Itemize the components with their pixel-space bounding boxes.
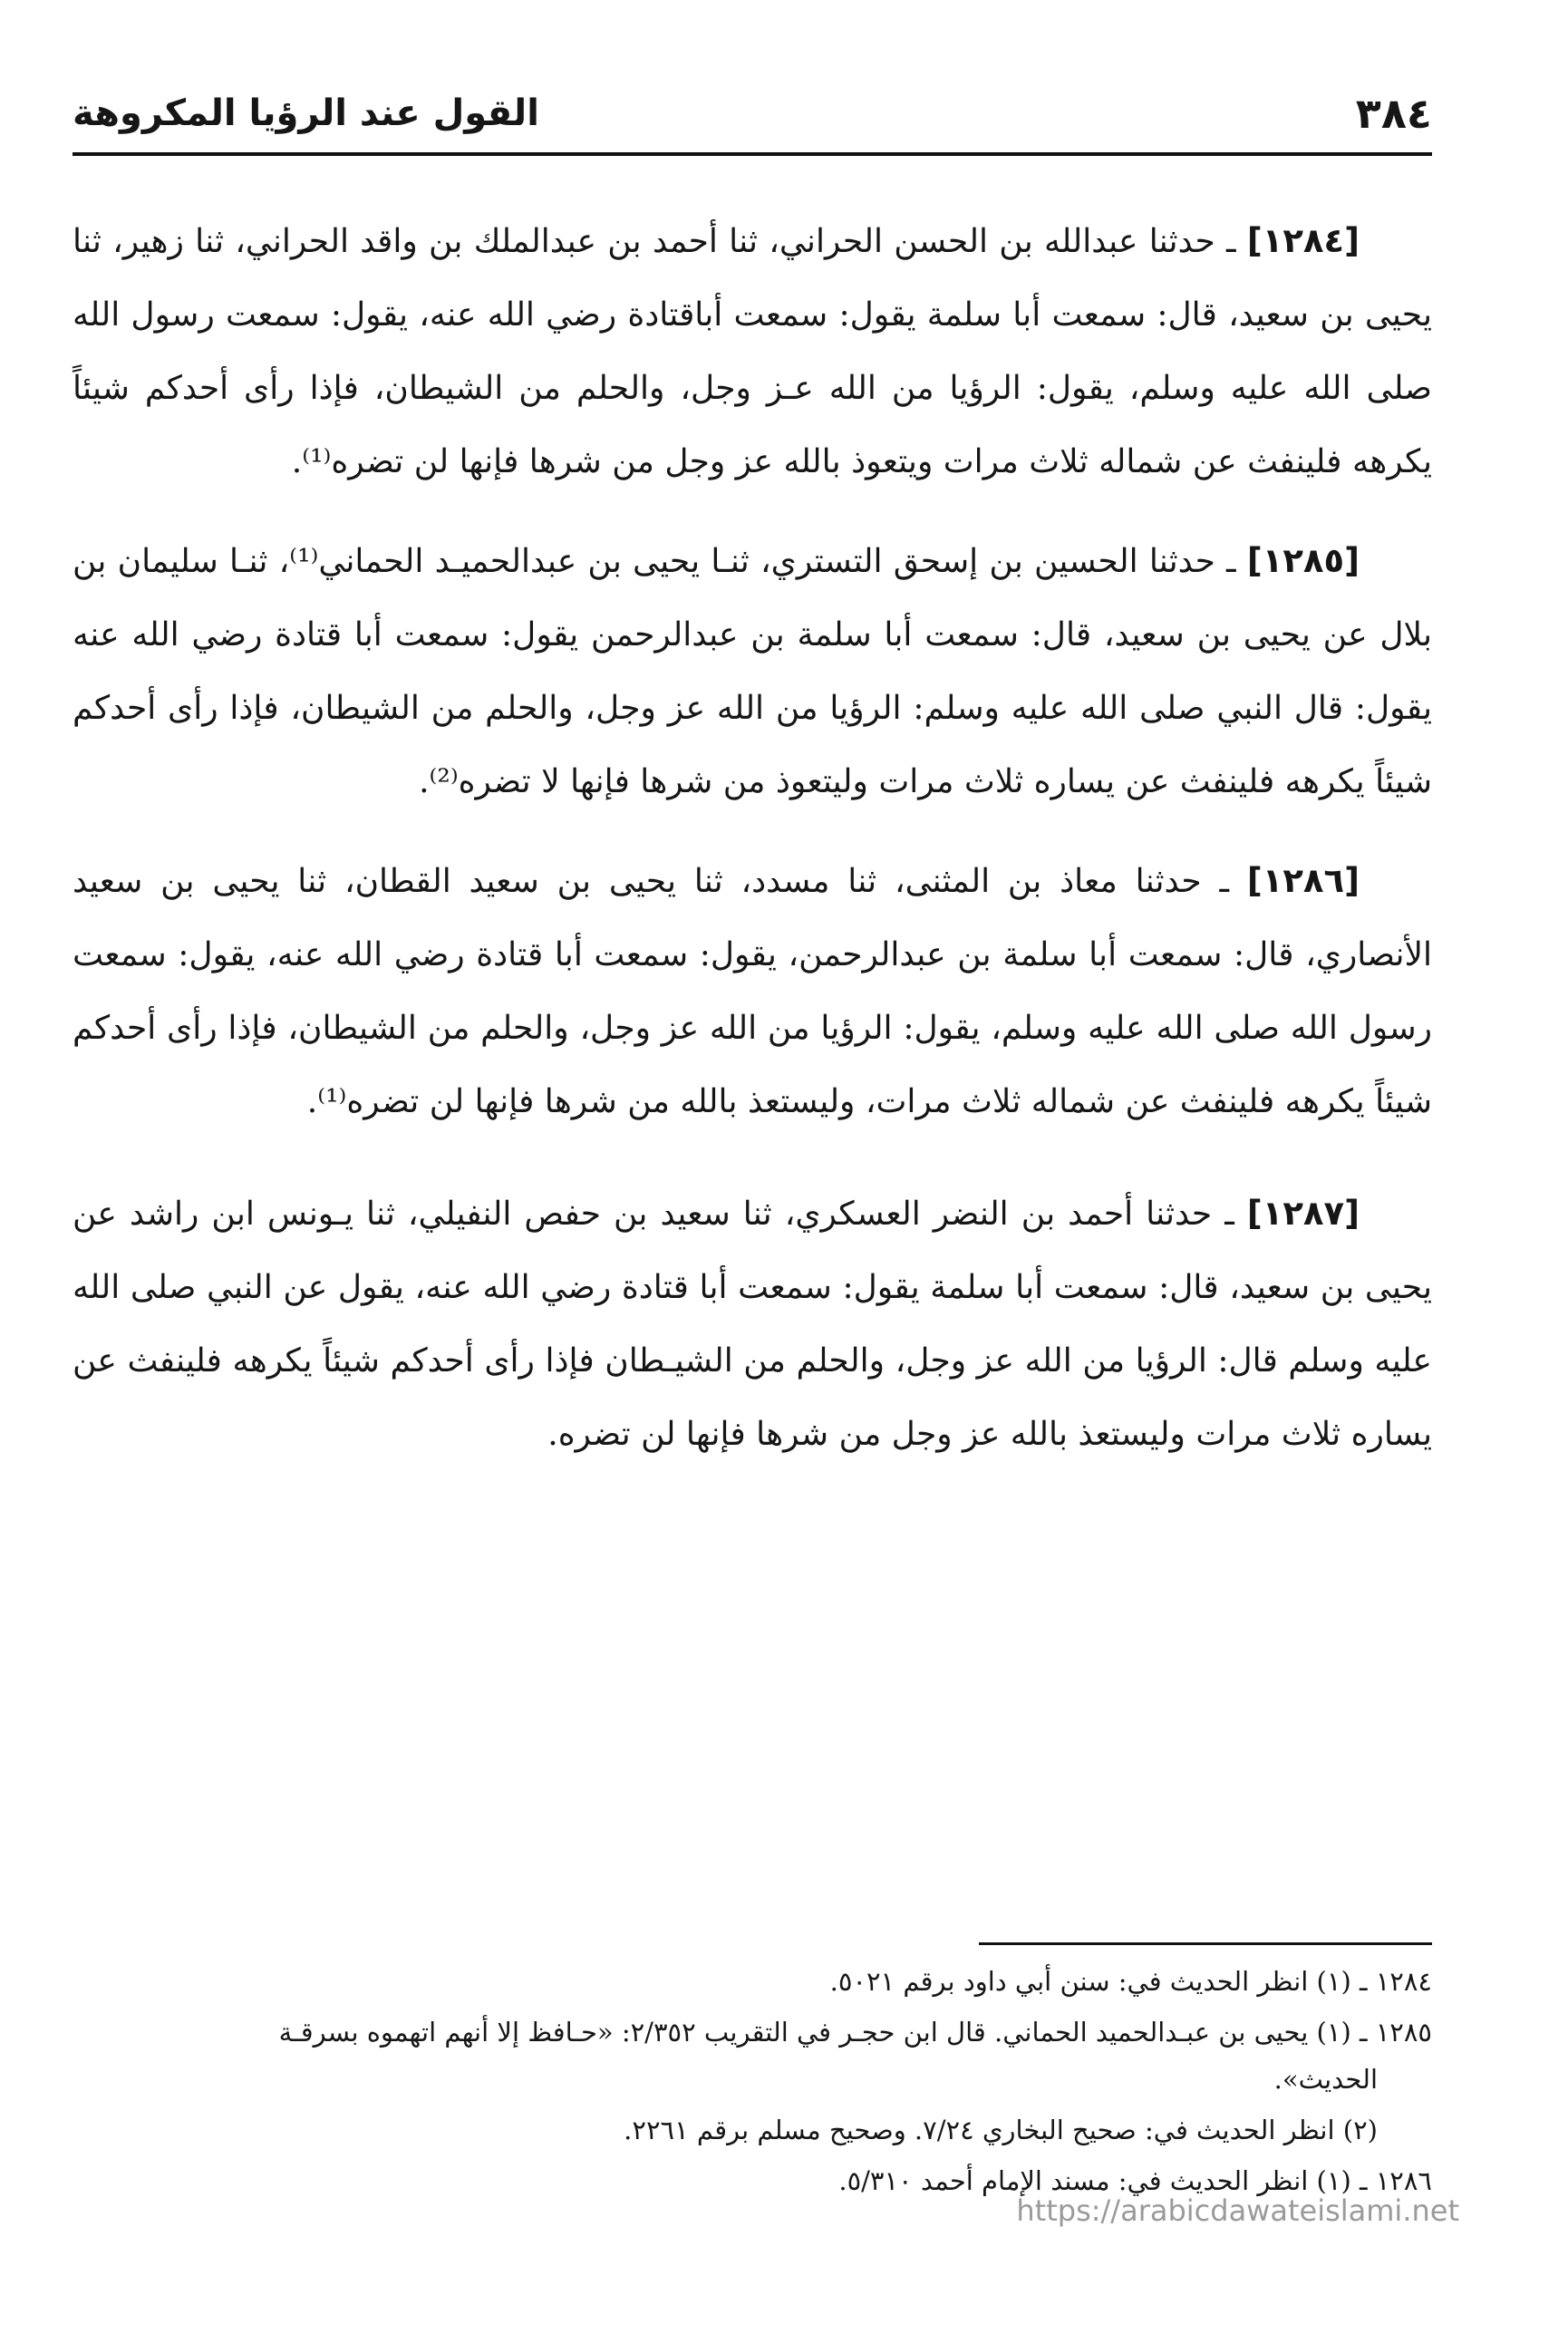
hadith-paragraph — [73, 844, 1432, 1138]
hadith-text: ـ حدثنا معاذ بن المثنى، ثنا مسدد، ثنا يحيى بن سعيد القطان، ثنا يحيى بن سعيد الأنصاري، قال: سمعت أبا سلمة بن عبدالرحمن، يقول: سمعت أبا قتادة رضي الله عنه، يقول: سمعت رسول الله صلى الله عليه وسلم، يقول: الرؤيا من الله عز وجل، والحلم من الشيطان، فإذا رأى أحدكم شيئاً يكرهه فلينفث عن شماله ثلاث مرات، وليستعذ بالله من شرها فإنها لن تضره⁽¹⁾. — [73, 863, 1432, 1120]
hadith-number: [١٢٨٦] — [1246, 861, 1360, 900]
footnote-text: ١٢٨٥ ـ (١) يحيى بن عبـدالحميد الحماني. قال ابن حجـر في التقريب ٢/٣٥٢: «حـافظ إلا أنهم اتهموه بسرقـة — [278, 2017, 1432, 2048]
hadith-paragraph — [73, 1176, 1432, 1471]
footnote — [73, 2009, 1432, 2103]
hadith-text: ـ حدثنا أحمد بن النضر العسكري، ثنا سعيد بن حفص النفيلي، ثنا يـونس ابن راشد عن يحيى بن سعيد، قال: سمعت أبا سلمة يقول: سمعت أبا قتادة رضي الله عنه، يقول عن النبي صلى الله عليه وسلم قال: الرؤيا من الله عز وجل، والحلم من الشيـطان فإذا رأى أحدكم شيئاً يكرهه فلينفث عن يساره ثلاث مرات وليستعذ بالله عز وجل من شرها فإنها لن تضره. — [73, 1196, 1432, 1453]
page-number: ٣٨٤ — [1355, 89, 1432, 138]
watermark-url: https://arabicdawateislami.net — [1016, 2193, 1459, 2228]
page-header — [73, 82, 1432, 145]
footnote-divider — [979, 1942, 1432, 1945]
hadith-number: [١٢٨٤] — [1246, 221, 1360, 260]
hadith-text: ـ حدثنا عبدالله بن الحسن الحراني، ثنا أحمد بن عبدالملك بن واقد الحراني، ثنا زهير، ثنا يحيى بن سعيد، قال: سمعت أبا سلمة يقول: سمعت أباقتادة رضي الله عنه، يقول: سمعت رسول الله صلى الله عليه وسلم، يقول: الرؤيا من الله عـز وجل، والحلم من الشيطان، فإذا رأى أحدكم شيئاً يكرهه فلينفث عن شماله ثلاث مرات ويتعوذ بالله عز وجل من شرها فإنها لن تضره⁽¹⁾. — [73, 223, 1432, 480]
hadith-number: [١٢٨٥] — [1246, 541, 1360, 580]
footnote: ١٢٨٦ ـ (١) انظر الحديث في: مسند الإمام أحمد ٥/٣١٠. — [838, 2165, 1432, 2196]
footnote: (٢) انظر الحديث في: صحيح البخاري ٧/٢٤. وصحيح مسلم برقم ٢٢٦١. — [624, 2115, 1378, 2145]
footnote: ١٢٨٤ ـ (١) انظر الحديث في: سنن أبي داود برقم ٥٠٢١. — [829, 1966, 1432, 1997]
hadith-paragraph — [73, 204, 1432, 499]
chapter-title: القول عند الرؤيا المكروهة — [73, 92, 539, 134]
footnotes — [73, 1958, 1432, 2208]
hadith-number: [١٢٨٧] — [1246, 1194, 1360, 1233]
footnote-continuation: الحديث». — [1273, 2064, 1378, 2095]
hadith-paragraph — [73, 524, 1432, 818]
main-text — [73, 204, 1432, 1496]
header-divider — [73, 152, 1432, 156]
hadith-text: ـ حدثنا الحسين بن إسحق التستري، ثنـا يحيى بن عبدالحميـد الحماني⁽¹⁾، ثنـا سليمان بن بلال عن يحيى بن سعيد، قال: سمعت أبا سلمة بن عبدالرحمن يقول: سمعت أبا قتادة رضي الله عنه يقول: قال النبي صلى الله عليه وسلم: الرؤيا من الله عز وجل، والحلم من الشيطان، فإذا رأى أحدكم شيئاً يكرهه فلينفث عن يساره ثلاث مرات وليتعوذ من شرها فإنها لا تضره⁽²⁾. — [73, 543, 1432, 800]
